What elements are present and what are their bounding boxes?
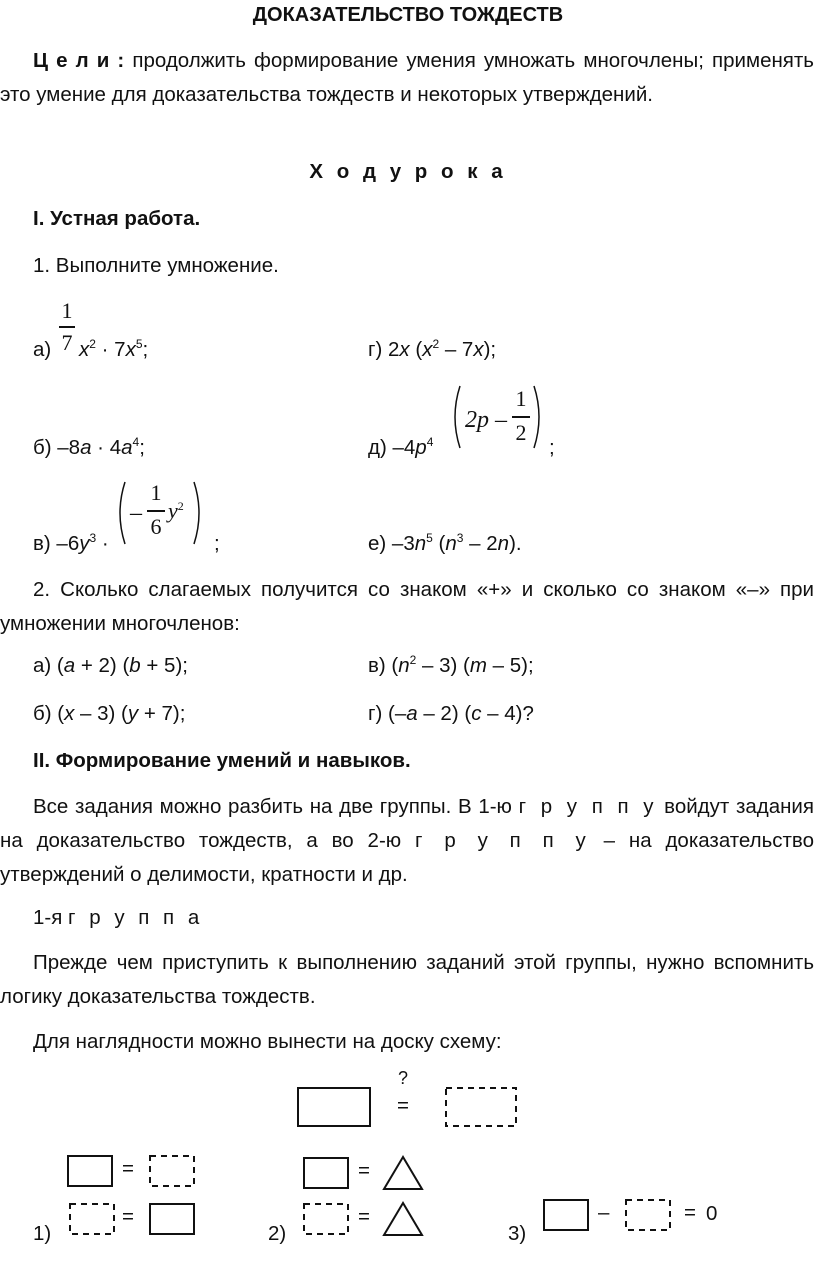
- goals-text: продолжить формирование умения умножать многочлены; применять это умение для доказательства тождеств и некоторых утверждений.: [0, 49, 814, 106]
- section2-intro-part2: войдут задания на доказательство тождеств, а во 2-ю: [0, 795, 814, 852]
- task1-a-label: а): [33, 338, 52, 361]
- triangle: [384, 1203, 422, 1235]
- task2-a: а) (a + 2) (b + 5);: [33, 654, 188, 677]
- before-paragraph: Прежде чем приступить к выполнению заданий этой группы, нужно вспомнить логику доказательства тождеств.: [0, 951, 814, 1008]
- group-word: г р у п п у: [415, 829, 590, 852]
- task2-prompt: 2. Сколько слагаемых получится со знаком «+» и сколько со знаком «–» при умножении многочленов:: [0, 578, 814, 635]
- equals-sign: =: [122, 1157, 134, 1180]
- task1-a-numerator: 1: [61, 298, 73, 323]
- task1-v-numerator: 1: [150, 480, 162, 505]
- scheme-label-3: 3): [508, 1222, 527, 1245]
- task1-a-denominator: 7: [61, 330, 73, 355]
- document-title: ДОКАЗАТЕЛЬСТВО ТОЖДЕСТВ: [252, 4, 564, 26]
- task1-v-variable: $y^2$: [168, 498, 184, 523]
- section2-intro-part3: – на доказательство утверждений о делимости, кратности и др.: [0, 829, 814, 886]
- solid-box: [68, 1156, 112, 1186]
- task1-d-inner: 2p –: [465, 407, 507, 433]
- solid-box: [304, 1158, 348, 1188]
- task1-d-label: д) $-4p^4$: [368, 435, 434, 459]
- dashed-box: [70, 1204, 114, 1234]
- dashed-box: [150, 1156, 194, 1186]
- solid-box: [298, 1088, 370, 1126]
- task1-b-expression: б) $-8a \cdot 4a^4$;: [33, 435, 145, 459]
- task1-d-tail: ;: [549, 436, 555, 459]
- section1-heading: I. Устная работа.: [33, 207, 201, 230]
- equals-sign: =: [397, 1094, 409, 1117]
- task1-e-expression: е) $-3n^5$ $(n^3 - 2n)$.: [368, 531, 522, 555]
- equals-sign: =: [358, 1205, 370, 1228]
- goals-label: Ц е л и :: [33, 49, 125, 72]
- task1-prompt: 1. Выполните умножение.: [33, 254, 279, 277]
- equals-sign: =: [122, 1205, 134, 1228]
- task2-b: б) (x – 3) (y + 7);: [33, 702, 186, 725]
- lesson-heading: Х о д у р о к а: [309, 160, 507, 183]
- minus-sign: –: [598, 1201, 610, 1224]
- task1-d-denominator: 2: [515, 420, 527, 445]
- equals-sign: =: [358, 1159, 370, 1182]
- group-word: г р у п п у: [518, 795, 658, 818]
- dashed-box: [446, 1088, 516, 1126]
- equals-sign: =: [684, 1201, 696, 1224]
- section2-intro-part1: Все задания можно разбить на две группы. В 1-ю: [33, 795, 512, 818]
- zero: 0: [706, 1202, 718, 1225]
- dashed-box: [626, 1200, 670, 1230]
- solid-box: [544, 1200, 588, 1230]
- task1-v-denominator: 6: [150, 514, 162, 539]
- task2-g: г) (–a – 2) (c – 4)?: [368, 702, 534, 725]
- solid-box: [150, 1204, 194, 1234]
- section2-heading: II. Формирование умений и навыков.: [33, 749, 411, 772]
- question-mark: ?: [398, 1068, 409, 1088]
- task1-a-expression: $x^2 \cdot 7x^5$;: [79, 337, 149, 361]
- task1-d-numerator: 1: [515, 386, 527, 411]
- task2-v: в) $(n^2 - 3)$ (m – 5);: [368, 653, 534, 677]
- triangle: [384, 1157, 422, 1189]
- group1-number: 1-я: [33, 906, 63, 929]
- group1-word: г р у п п а: [68, 906, 204, 929]
- task1-v-minus: –: [130, 500, 142, 526]
- scheme-intro: Для наглядности можно вынести на доску схему:: [33, 1030, 502, 1053]
- task1-v-expression: в) $-6y^3$ ·: [33, 531, 109, 555]
- scheme-label-2: 2): [268, 1222, 287, 1245]
- dashed-box: [304, 1204, 348, 1234]
- task1-v-tail: ;: [214, 532, 220, 555]
- task1-g-expression: г) 2x $(x^2 - 7x)$;: [368, 337, 497, 361]
- scheme-label-1: 1): [33, 1222, 52, 1245]
